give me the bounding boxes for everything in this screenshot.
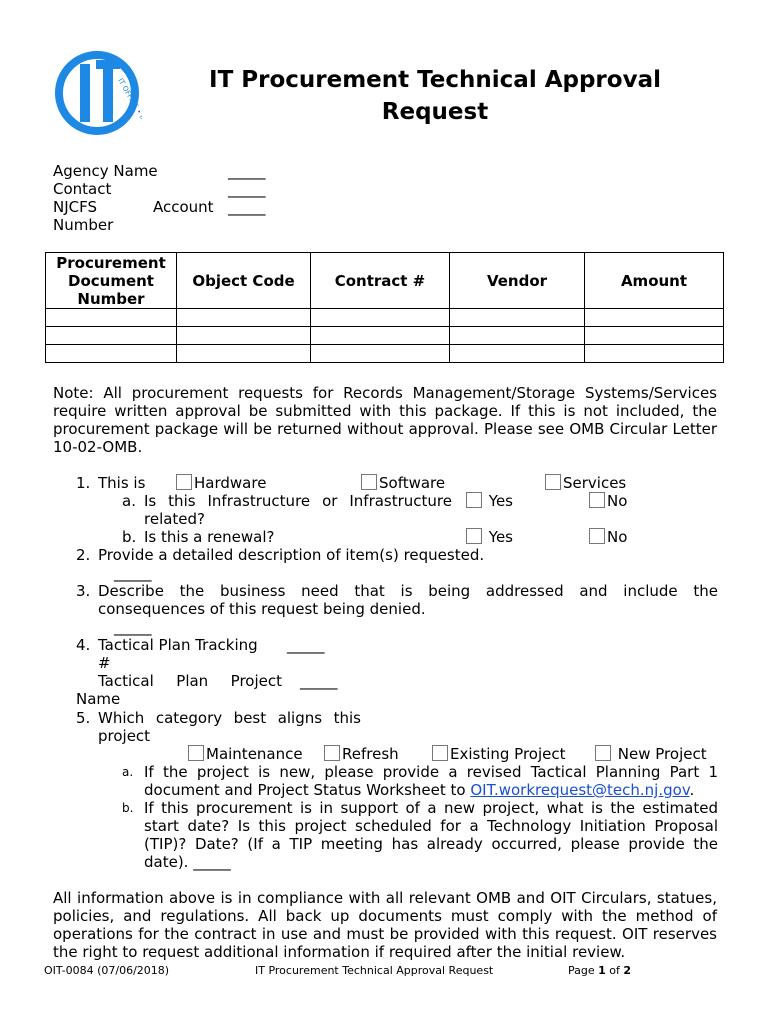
col-contract: Contract # (311, 253, 450, 309)
q4-tracking-label: Tactical Plan Tracking (98, 636, 258, 654)
agency-name-field[interactable]: _____ (228, 162, 266, 180)
q4-project-label: Tactical Plan Project (98, 672, 282, 690)
q1a-no-option[interactable]: No (589, 492, 627, 510)
q4-hash: # (98, 654, 111, 672)
q1b-yes-option[interactable]: Yes (466, 528, 513, 546)
q1b-number: b. (122, 528, 137, 546)
contact-label: Contact (53, 180, 112, 198)
table-row (46, 309, 724, 327)
compliance-paragraph: All information above is in compliance with all relevant OMB and OIT Circulars, statues, policies, and regulations. All back up documents must comply with the method of operations for the contract in use and must be provided with this request. OIT reserves the right to request additional information if required after the initial review. (53, 889, 717, 961)
table-cell[interactable] (450, 309, 585, 327)
q5-text-cont: project (98, 727, 151, 745)
table-cell[interactable] (177, 309, 311, 327)
q1a-no-checkbox[interactable] (589, 492, 605, 508)
q1-number: 1. (76, 474, 91, 492)
table-cell[interactable] (585, 309, 724, 327)
table-cell[interactable] (177, 345, 311, 363)
q2-answer-field[interactable]: _____ (114, 564, 152, 582)
maintenance-checkbox[interactable] (188, 745, 204, 761)
number-label: Number (53, 216, 114, 234)
table-header-row (46, 253, 724, 309)
q1b-no-checkbox[interactable] (589, 528, 605, 544)
table-cell[interactable] (450, 327, 585, 345)
account-field[interactable]: _____ (228, 198, 266, 216)
oit-logo (52, 50, 142, 136)
q1a-number: a. (122, 492, 136, 510)
software-checkbox[interactable] (361, 474, 377, 490)
q5-text: Which category best aligns this (98, 709, 361, 727)
q1a-yes-checkbox[interactable] (466, 492, 482, 508)
col-vendor: Vendor (450, 253, 585, 309)
q3-answer-field[interactable]: _____ (114, 618, 152, 636)
q4-name-label: Name (76, 690, 121, 708)
q5-new-project-option[interactable]: New Project (595, 745, 707, 763)
existing-project-checkbox[interactable] (432, 745, 448, 761)
table-cell[interactable] (177, 327, 311, 345)
q5b-number: b. (122, 801, 134, 815)
q5a-number: a. (122, 765, 134, 779)
procurement-table (45, 252, 724, 363)
col-amount: Amount (585, 253, 724, 309)
q5-number: 5. (76, 709, 91, 727)
q5-refresh-option[interactable]: Refresh (324, 745, 399, 763)
table-cell[interactable] (46, 345, 177, 363)
contact-field[interactable]: _____ (228, 180, 266, 198)
footer-title: IT Procurement Technical Approval Request (255, 964, 494, 977)
table-cell[interactable] (311, 309, 450, 327)
q5-existing-project-option[interactable]: Existing Project (432, 745, 566, 763)
q1a-yes-option[interactable]: Yes (466, 492, 513, 510)
agency-name-label: Agency Name (53, 162, 158, 180)
note-paragraph: Note: All procurement requests for Records Management/Storage Systems/Services require written approval be submitted with this package. If this is not included, the procurement package will be returned without approval. Please see OMB Circular Letter 10-02-OMB. (53, 384, 717, 456)
q4-project-field[interactable]: _____ (300, 672, 338, 690)
table-row (46, 327, 724, 345)
q1b-text: Is this a renewal? (144, 528, 275, 546)
footer-form-id: OIT-0084 (07/06/2018) (44, 964, 170, 977)
q2-number: 2. (76, 546, 91, 564)
hardware-checkbox[interactable] (176, 474, 192, 490)
q3-text: Describe the business need that is being addressed and include the consequences of this request being denied. (98, 582, 718, 618)
table-cell[interactable] (46, 309, 177, 327)
footer-page-number: Page 1 of 2 (568, 964, 632, 977)
q1a-text: Is this Infrastructure or Infrastructure (144, 492, 452, 510)
table-cell[interactable] (450, 345, 585, 363)
q1-text: This is (98, 474, 146, 492)
q5b-text: If this procurement is in support of a new project, what is the estimated start date? Is this project scheduled for a Technology Initiation Proposal (TIP)? Date? (If a TIP meeting has already occurred, please provide the date). _____ (144, 799, 718, 871)
q4-tracking-field[interactable]: _____ (287, 636, 325, 654)
new-project-checkbox[interactable] (595, 745, 611, 761)
q5a-text: If the project is new, please provide a revised Tactical Planning Part 1 document and Project Status Worksheet to OIT.workrequest@tech.nj.gov. (144, 763, 718, 799)
q4-number: 4. (76, 636, 91, 654)
q1-hardware-option[interactable]: Hardware (176, 474, 266, 492)
table-cell[interactable] (311, 327, 450, 345)
njcfs-label: NJCFS (53, 198, 98, 216)
q1a-text-cont: related? (144, 510, 206, 528)
services-checkbox[interactable] (545, 474, 561, 490)
refresh-checkbox[interactable] (324, 745, 340, 761)
q2-text: Provide a detailed description of item(s) requested. (98, 546, 485, 564)
account-label: Account (153, 198, 214, 216)
table-row (46, 345, 724, 363)
workrequest-email-link[interactable]: OIT.workrequest@tech.nj.gov (470, 781, 690, 799)
col-object-code: Object Code (177, 253, 311, 309)
table-cell[interactable] (311, 345, 450, 363)
q1-services-option[interactable]: Services (545, 474, 626, 492)
table-cell[interactable] (585, 345, 724, 363)
page-title: IT Procurement Technical Approval Request (209, 67, 661, 125)
q1-software-option[interactable]: Software (361, 474, 445, 492)
col-procurement-doc: Procurement Document Number (46, 253, 177, 309)
q5-maintenance-option[interactable]: Maintenance (188, 745, 303, 763)
q1b-no-option[interactable]: No (589, 528, 627, 546)
q3-number: 3. (76, 582, 91, 600)
q5b-answer-field[interactable]: _____ (193, 853, 231, 871)
q1b-yes-checkbox[interactable] (466, 528, 482, 544)
table-cell[interactable] (46, 327, 177, 345)
table-cell[interactable] (585, 327, 724, 345)
